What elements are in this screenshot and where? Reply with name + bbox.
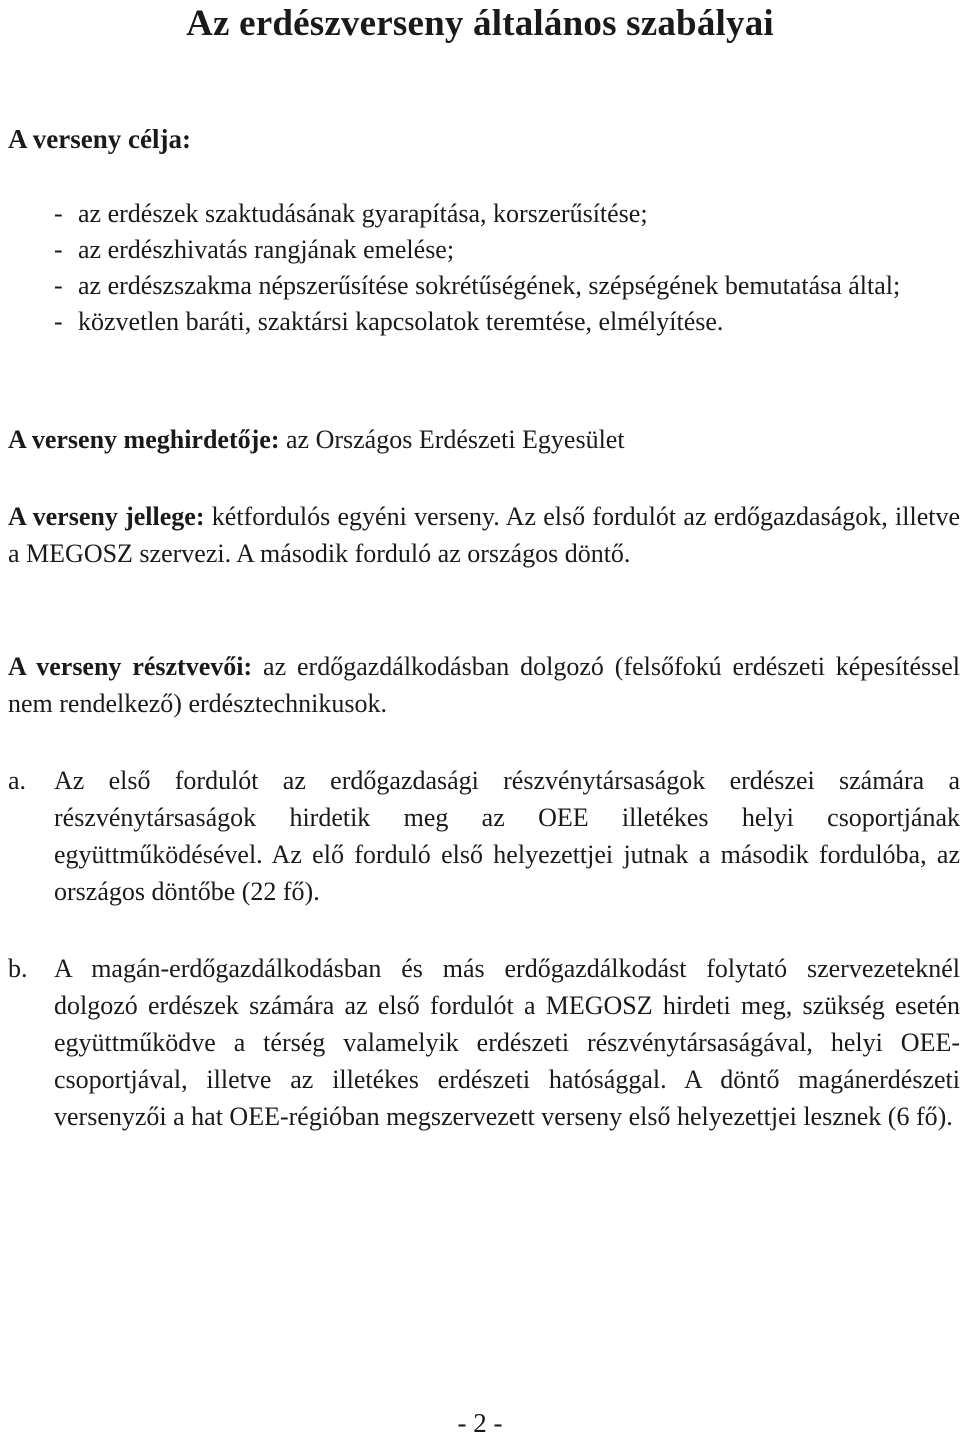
goals-list <box>54 196 960 340</box>
goal-dash: - <box>54 199 63 228</box>
goal-dash: - <box>54 235 63 264</box>
item-marker: a. <box>8 766 27 795</box>
goal-item <box>54 232 960 268</box>
organizer-text: az Országos Erdészeti Egyesület <box>279 425 625 454</box>
nature-paragraph <box>8 498 960 572</box>
participants-label: A verseny résztvevői: <box>8 652 253 681</box>
nature-label: A verseny jellege: <box>8 502 205 531</box>
nature-text: kétfordulós egyéni verseny. Az első fordulót az erdőgazdaságok, illetve a MEGOSZ szervezi. A második forduló az országos döntő. <box>8 502 960 568</box>
goals-heading: A verseny célja: <box>8 124 191 154</box>
organizer-paragraph <box>8 421 960 458</box>
participants-text: az erdőgazdálkodásban dolgozó (felsőfokú erdészeti képesítéssel nem rendelkező) erdésztechnikusok. <box>8 652 960 718</box>
goal-dash: - <box>54 307 63 336</box>
goal-item <box>54 268 960 304</box>
item-marker: b. <box>8 954 28 983</box>
goal-item <box>54 304 960 340</box>
page-number: - 2 - <box>457 1408 503 1438</box>
item-text: Az első fordulót az erdőgazdasági részvénytársaságok erdészei számára a részvénytársaságok hirdetik meg az OEE illetékes helyi csoportjának együttműködésével. Az elő forduló első helyezettjei jutnak a második fordulóba, az országos döntőbe (22 fő). <box>54 766 960 906</box>
page-title: Az erdészverseny általános szabályai <box>186 3 774 44</box>
goal-text: az erdészszakma népszerűsítése sokrétűségének, szépségének bemutatása által; <box>78 271 901 300</box>
participants-paragraph <box>8 648 960 722</box>
goal-item <box>54 196 960 232</box>
organizer-label: A verseny meghirdetője: <box>8 425 280 454</box>
goal-text: az erdészhivatás rangjának emelése; <box>78 235 455 264</box>
goal-dash: - <box>54 271 63 300</box>
item-text: A magán-erdőgazdálkodásban és más erdőgazdálkodást folytató szervezeteknél dolgozó erdészek számára az első fordulót a MEGOSZ hirdeti meg, szükség esetén együttműködve a térség valamelyik erdészeti részvénytársaságával, helyi OEE-csoportjával, illetve az illetékes erdészeti hatósággal. A döntő magánerdészeti versenyzői a hat OEE-régióban megszervezett verseny első helyezettjei lesznek (6 fő). <box>54 954 960 1131</box>
goal-text: az erdészek szaktudásának gyarapítása, korszerűsítése; <box>78 199 648 228</box>
goal-text: közvetlen baráti, szaktársi kapcsolatok teremtése, elmélyítése. <box>78 307 724 336</box>
